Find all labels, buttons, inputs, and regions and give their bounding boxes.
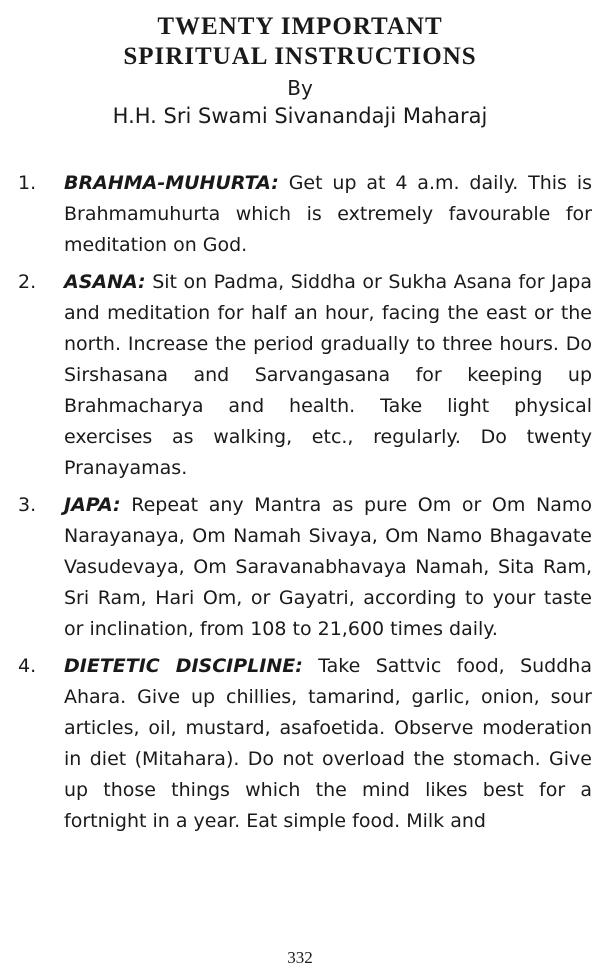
instruction-body [64,651,592,837]
instruction-heading: JAPA: [64,494,121,516]
page-number: 332 [287,948,313,967]
page-title-line-1: TWENTY IMPORTANT [157,13,443,40]
page-header [0,12,600,130]
instruction-number: 4. [18,655,37,677]
instruction-text: Get up at 4 a.m. daily. This is Brahmamuhurta which is extremely favourable for meditation on God. [64,172,592,256]
instruction-number: 3. [18,494,37,516]
instruction-text: Repeat any Mantra as pure Om or Om Namo Narayanaya, Om Namah Sivaya, Om Namo Bhagavate Vasudevaya, Om Saravanabhavaya Namah, Sita Ram, Sri Ram, Hari Om, or Gayatri, according to your taste or inclination, from 108 to 21,600 times daily. [64,494,592,640]
instruction-item [18,651,592,837]
instruction-item [18,267,592,484]
instruction-number: 2. [18,271,37,293]
instruction-heading: DIETETIC DISCIPLINE: [64,655,303,677]
instruction-text: Take Sattvic food, Suddha Ahara. Give up chillies, tamarind, garlic, onion, sour articles, oil, mustard, asafoetida. Observe moderation in diet (Mitahara). Do not overload the stomach. Give up those things which the mind likes best for a fortnight in a year. Eat simple food. Milk and [64,655,592,832]
instruction-body [64,490,592,645]
instruction-body [64,267,592,484]
byline-label: By [287,76,313,100]
instruction-item [18,168,592,261]
instruction-heading: BRAHMA-MUHURTA: [64,172,279,194]
instruction-text: Sit on Padma, Siddha or Sukha Asana for Japa and meditation for half an hour, facing the east or the north. Increase the period gradually to three hours. Do Sirshasana and Sarvangasana for keeping up Brahmacharya and health. Take light physical exercises as walking, etc., regularly. Do twenty Pranayamas. [64,271,592,479]
instruction-body [64,168,592,261]
author-name: H.H. Sri Swami Sivanandaji Maharaj [112,104,488,128]
page-title-line-2: SPIRITUAL INSTRUCTIONS [123,43,477,70]
instruction-list [18,168,592,843]
instruction-item [18,490,592,645]
instruction-number: 1. [18,172,37,194]
instruction-heading: ASANA: [64,271,146,293]
